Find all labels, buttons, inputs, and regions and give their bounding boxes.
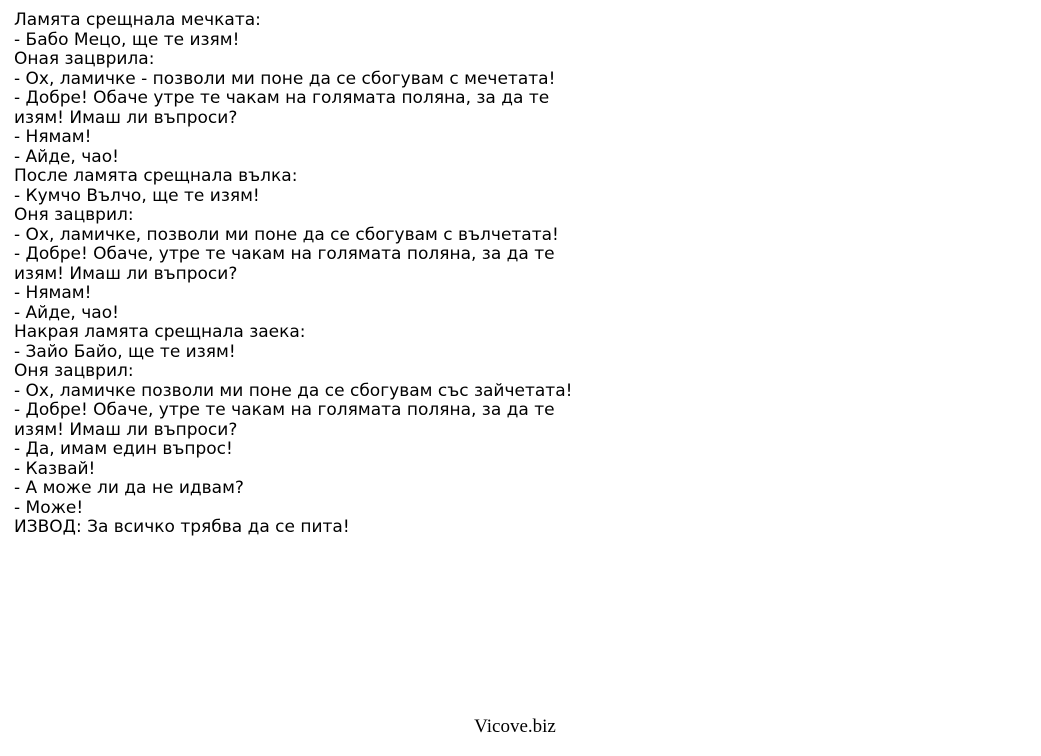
joke-line: - Ох, ламичке позволи ми поне да се сбогувам със зайчетата!	[14, 380, 573, 401]
joke-line: - Добре! Обаче, утре те чакам на голямата поляна, за да те изям! Имаш ли въпроси?	[14, 400, 555, 440]
joke-line: - Зайо Байо, ще те изям!	[14, 341, 236, 362]
joke-line: - Да, имам един въпрос!	[14, 439, 233, 459]
joke-line: - Нямам!	[14, 283, 92, 303]
joke-line: После ламята срещнала вълка:	[14, 166, 298, 186]
joke-line: ИЗВОД: За всичко трябва да се пита!	[14, 517, 350, 537]
joke-line: Оня зацврил:	[14, 361, 134, 381]
joke-line: - Айде, чао!	[14, 146, 119, 167]
joke-line: - А може ли да не идвам?	[14, 478, 244, 498]
joke-line: - Айде, чао!	[14, 302, 119, 323]
site-watermark: Vicove.biz	[474, 716, 556, 737]
joke-line: - Кумчо Вълчо, ще те изям!	[14, 185, 260, 206]
joke-line: - Ох, ламичке, позволи ми поне да се сбогувам с вълчетата!	[14, 224, 559, 245]
joke-line: Накрая ламята срещнала заека:	[14, 322, 306, 342]
joke-text	[14, 11, 574, 538]
joke-line: - Ох, ламичке - позволи ми поне да се сбогувам с мечетата!	[14, 68, 556, 89]
joke-line: Оня зацврил:	[14, 205, 134, 225]
joke-line: - Може!	[14, 497, 84, 518]
joke-line: - Бабо Мецо, ще те изям!	[14, 29, 240, 50]
joke-line: - Добре! Обаче утре те чакам на голямата поляна, за да те изям! Имаш ли въпроси?	[14, 88, 550, 128]
joke-line: - Нямам!	[14, 127, 92, 147]
joke-line: - Добре! Обаче, утре те чакам на голямата поляна, за да те изям! Имаш ли въпроси?	[14, 244, 555, 284]
joke-line: Ламята срещнала мечката:	[14, 10, 261, 30]
joke-line: Оная зацврила:	[14, 49, 155, 69]
joke-line: - Казвай!	[14, 458, 96, 479]
